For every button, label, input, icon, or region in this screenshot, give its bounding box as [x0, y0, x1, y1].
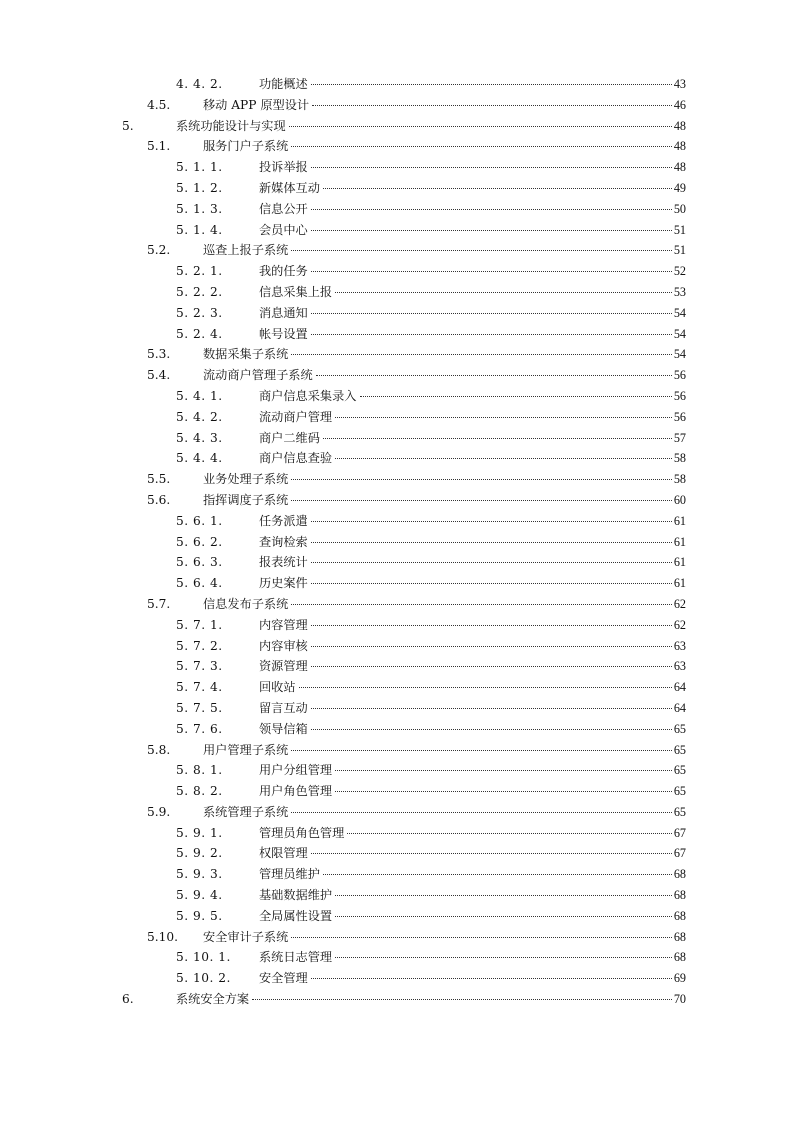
toc-entry-line [259, 511, 686, 532]
toc-dot-leader [311, 209, 672, 210]
toc-dot-leader [311, 334, 672, 335]
toc-entry[interactable] [0, 552, 793, 573]
toc-entry-title: 移动 APP 原型设计 [203, 97, 310, 112]
toc-dot-leader [335, 791, 672, 792]
toc-dot-leader [299, 687, 672, 688]
toc-entry[interactable] [0, 178, 793, 199]
toc-entry-title: 留言互动 [259, 700, 308, 715]
toc-entry-number: 5.2. [147, 243, 171, 258]
toc-entry-page: 64 [673, 700, 686, 715]
toc-entry-page: 61 [673, 555, 686, 570]
toc-entry-page: 65 [673, 721, 686, 736]
toc-entry-page: 65 [673, 784, 686, 799]
toc-dot-leader [252, 999, 672, 1000]
toc-entry-line [259, 864, 686, 885]
toc-entry-title: 系统日志管理 [259, 950, 333, 965]
toc-entry[interactable] [0, 947, 793, 968]
toc-entry-line [259, 781, 686, 802]
toc-entry-line [259, 552, 686, 573]
toc-entry[interactable] [0, 365, 793, 386]
toc-entry-line [176, 116, 686, 137]
toc-entry-line [259, 573, 686, 594]
toc-entry-line [259, 656, 686, 677]
toc-entry-number: 5. 1. 1. [176, 160, 223, 175]
toc-entry-title: 管理员维护 [259, 867, 320, 882]
toc-entry-title: 巡查上报子系统 [203, 243, 289, 258]
toc-dot-leader [311, 853, 672, 854]
toc-entry-page: 57 [673, 430, 686, 445]
toc-entry-line [203, 927, 686, 948]
toc-entry-number: 5. 6. 3. [176, 555, 223, 570]
toc-dot-leader [311, 625, 672, 626]
toc-entry-number: 5. 1. 4. [176, 222, 223, 237]
toc-entry-line [259, 823, 686, 844]
toc-entry-title: 资源管理 [259, 659, 308, 674]
toc-entry[interactable] [0, 386, 793, 407]
toc-entry-line [259, 199, 686, 220]
toc-dot-leader [316, 375, 672, 376]
toc-entry-title: 系统功能设计与实现 [176, 118, 286, 133]
toc-entry-page: 60 [673, 492, 686, 507]
toc-entry[interactable] [0, 324, 793, 345]
toc-dot-leader [291, 750, 672, 751]
toc-entry[interactable] [0, 532, 793, 553]
toc-entry-line [203, 344, 686, 365]
toc-entry-line [259, 282, 686, 303]
toc-entry-line [259, 428, 686, 449]
toc-entry-line [259, 157, 686, 178]
toc-entry-page: 48 [673, 160, 686, 175]
toc-entry-number: 5. 7. 1. [176, 617, 223, 632]
toc-dot-leader [291, 479, 672, 480]
toc-entry-title: 系统管理子系统 [203, 804, 289, 819]
toc-dot-leader [291, 812, 672, 813]
toc-entry[interactable] [0, 843, 793, 864]
toc-entry-line [259, 698, 686, 719]
toc-entry-page: 56 [673, 368, 686, 383]
toc-entry-line [259, 906, 686, 927]
toc-entry-page: 56 [673, 388, 686, 403]
toc-dot-leader [347, 833, 672, 834]
toc-entry-number: 5.1. [147, 139, 171, 154]
toc-dot-leader [311, 230, 672, 231]
toc-entry-line [203, 469, 686, 490]
toc-entry[interactable] [0, 428, 793, 449]
toc-entry-number: 5. 2. 2. [176, 284, 223, 299]
toc-entry-page: 63 [673, 659, 686, 674]
toc-entry-line [259, 532, 686, 553]
toc-entry-page: 68 [673, 888, 686, 903]
toc-entry-number: 5. 8. 2. [176, 784, 223, 799]
toc-entry-title: 历史案件 [259, 576, 308, 591]
toc-entry-page: 68 [673, 867, 686, 882]
toc-entry-title: 业务处理子系统 [203, 472, 289, 487]
toc-entry-line [259, 719, 686, 740]
toc-dot-leader [311, 583, 672, 584]
toc-dot-leader [323, 188, 672, 189]
toc-entry-number: 5. 9. 3. [176, 867, 223, 882]
toc-entry-page: 56 [673, 409, 686, 424]
toc-entry[interactable] [0, 677, 793, 698]
toc-entry-title: 会员中心 [259, 222, 308, 237]
toc-entry-line [259, 636, 686, 657]
toc-entry-number: 6. [122, 992, 134, 1007]
toc-entry-number: 5.8. [147, 742, 171, 757]
toc-entry-page: 68 [673, 908, 686, 923]
toc-entry-line [203, 802, 686, 823]
toc-dot-leader [335, 417, 672, 418]
toc-entry-line [259, 74, 686, 95]
toc-entry[interactable] [0, 95, 793, 116]
toc-entry-line [259, 386, 686, 407]
toc-dot-leader [311, 271, 672, 272]
toc-entry-line [203, 240, 686, 261]
toc-entry[interactable] [0, 885, 793, 906]
toc-entry-title: 回收站 [259, 680, 296, 695]
toc-entry-number: 5.3. [147, 347, 171, 362]
toc-entry-page: 63 [673, 638, 686, 653]
toc-entry-page: 58 [673, 472, 686, 487]
toc-entry[interactable] [0, 740, 793, 761]
toc-entry-page: 46 [673, 97, 686, 112]
toc-entry-line [259, 407, 686, 428]
toc-dot-leader [311, 84, 672, 85]
toc-entry-title: 商户信息采集录入 [259, 388, 357, 403]
toc-entry-line [259, 178, 686, 199]
toc-entry-title: 任务派遣 [259, 513, 308, 528]
toc-entry-line [259, 947, 686, 968]
toc-entry-title: 信息发布子系统 [203, 596, 289, 611]
toc-entry-line [259, 843, 686, 864]
toc-entry-title: 服务门户子系统 [203, 139, 289, 154]
toc-dot-leader [311, 666, 672, 667]
toc-entry-page: 67 [673, 846, 686, 861]
toc-entry[interactable] [0, 615, 793, 636]
toc-entry[interactable] [0, 199, 793, 220]
toc-entry-page: 52 [673, 264, 686, 279]
toc-entry-number: 5.9. [147, 804, 171, 819]
toc-entry[interactable] [0, 823, 793, 844]
toc-entry-title: 安全管理 [259, 971, 308, 986]
toc-entry-line [259, 968, 686, 989]
toc-entry-page: 61 [673, 513, 686, 528]
toc-entry-page: 51 [673, 222, 686, 237]
toc-entry-line [203, 594, 686, 615]
toc-entry-number: 5. [122, 118, 134, 133]
toc-entry-page: 65 [673, 742, 686, 757]
toc-entry-number: 5. 6. 2. [176, 534, 223, 549]
toc-entry-page: 53 [673, 284, 686, 299]
toc-entry-number: 5. 2. 3. [176, 305, 223, 320]
toc-entry[interactable] [0, 511, 793, 532]
toc-entry-number: 5. 4. 1. [176, 388, 223, 403]
toc-entry[interactable] [0, 864, 793, 885]
toc-entry-number: 5. 6. 1. [176, 513, 223, 528]
toc-dot-leader [311, 708, 672, 709]
toc-entry-number: 5.4. [147, 368, 171, 383]
table-of-contents [0, 74, 793, 1010]
toc-entry[interactable] [0, 261, 793, 282]
toc-entry-line [203, 365, 686, 386]
toc-entry-page: 51 [673, 243, 686, 258]
toc-entry-page: 58 [673, 451, 686, 466]
toc-entry[interactable] [0, 698, 793, 719]
toc-entry-title: 查询检索 [259, 534, 308, 549]
toc-dot-leader [311, 542, 672, 543]
toc-dot-leader [311, 313, 672, 314]
toc-entry-page: 65 [673, 804, 686, 819]
toc-entry[interactable] [0, 781, 793, 802]
toc-entry-title: 我的任务 [259, 264, 308, 279]
toc-dot-leader [323, 438, 672, 439]
toc-entry-title: 信息采集上报 [259, 284, 333, 299]
toc-entry-title: 用户角色管理 [259, 784, 333, 799]
toc-entry-title: 领导信箱 [259, 721, 308, 736]
toc-entry-title: 系统安全方案 [176, 992, 250, 1007]
toc-dot-leader [311, 729, 672, 730]
toc-entry-page: 43 [673, 77, 686, 91]
toc-entry-line [259, 220, 686, 241]
toc-entry-title: 流动商户管理子系统 [203, 368, 313, 383]
toc-entry-number: 5.5. [147, 472, 171, 487]
toc-dot-leader [360, 396, 672, 397]
toc-entry-number: 5. 2. 4. [176, 326, 223, 341]
toc-entry-number: 5. 8. 1. [176, 763, 223, 778]
toc-entry-line [203, 740, 686, 761]
toc-entry-number: 4.5. [147, 97, 171, 112]
toc-dot-leader [311, 562, 672, 563]
toc-entry-page: 49 [673, 180, 686, 195]
toc-entry[interactable] [0, 407, 793, 428]
toc-entry-page: 61 [673, 534, 686, 549]
toc-entry-page: 54 [673, 305, 686, 320]
toc-entry-number: 5. 4. 3. [176, 430, 223, 445]
toc-entry[interactable] [0, 469, 793, 490]
toc-entry[interactable] [0, 157, 793, 178]
toc-dot-leader [291, 146, 672, 147]
toc-entry[interactable] [0, 656, 793, 677]
toc-entry-title: 指挥调度子系统 [203, 492, 289, 507]
toc-entry-title: 管理员角色管理 [259, 825, 345, 840]
toc-entry-number: 5. 9. 1. [176, 825, 223, 840]
toc-dot-leader [335, 292, 672, 293]
toc-entry-page: 54 [673, 347, 686, 362]
toc-entry-line [176, 989, 686, 1010]
toc-entry-title: 数据采集子系统 [203, 347, 289, 362]
toc-entry-title: 商户二维码 [259, 430, 320, 445]
toc-entry-line [259, 885, 686, 906]
toc-entry[interactable] [0, 448, 793, 469]
toc-entry-page: 65 [673, 763, 686, 778]
toc-dot-leader [291, 500, 672, 501]
toc-dot-leader [335, 895, 672, 896]
toc-entry-title: 基础数据维护 [259, 888, 333, 903]
toc-entry-line [259, 303, 686, 324]
toc-entry[interactable] [0, 573, 793, 594]
toc-dot-leader [311, 978, 672, 979]
toc-entry[interactable] [0, 74, 793, 95]
toc-entry-number: 5. 7. 2. [176, 638, 223, 653]
toc-entry[interactable] [0, 636, 793, 657]
toc-entry-number: 5. 9. 4. [176, 888, 223, 903]
toc-entry-title: 消息通知 [259, 305, 308, 320]
toc-entry-title: 帐号设置 [259, 326, 308, 341]
toc-dot-leader [335, 770, 672, 771]
toc-dot-leader [311, 167, 672, 168]
toc-dot-leader [291, 604, 672, 605]
toc-entry-page: 48 [673, 139, 686, 154]
toc-entry-title: 信息公开 [259, 201, 308, 216]
toc-entry-line [259, 261, 686, 282]
toc-entry[interactable] [0, 220, 793, 241]
toc-entry-page: 62 [673, 617, 686, 632]
toc-entry-line [259, 760, 686, 781]
toc-entry[interactable] [0, 240, 793, 261]
toc-entry-number: 5. 4. 4. [176, 451, 223, 466]
toc-entry-title: 全局属性设置 [259, 908, 333, 923]
toc-entry-page: 69 [673, 971, 686, 986]
toc-entry-title: 商户信息查验 [259, 451, 333, 466]
toc-entry-number: 5. 7. 4. [176, 680, 223, 695]
toc-entry-number: 5. 1. 2. [176, 180, 223, 195]
toc-entry-title: 流动商户管理 [259, 409, 333, 424]
toc-entry-number: 5. 1. 3. [176, 201, 223, 216]
toc-entry-line [259, 677, 686, 698]
toc-entry[interactable] [0, 989, 793, 1010]
toc-dot-leader [312, 105, 672, 106]
toc-entry-title: 报表统计 [259, 555, 308, 570]
toc-entry-page: 64 [673, 680, 686, 695]
toc-entry-page: 61 [673, 576, 686, 591]
toc-dot-leader [291, 354, 672, 355]
toc-entry-line [259, 324, 686, 345]
toc-entry[interactable] [0, 906, 793, 927]
toc-entry-number: 5. 7. 6. [176, 721, 223, 736]
toc-dot-leader [291, 937, 672, 938]
toc-entry[interactable] [0, 136, 793, 157]
toc-entry-number: 5.10. [147, 929, 179, 944]
toc-dot-leader [291, 250, 672, 251]
toc-entry-page: 62 [673, 596, 686, 611]
toc-entry-title: 内容审核 [259, 638, 308, 653]
toc-entry-number: 5.6. [147, 492, 171, 507]
toc-entry[interactable] [0, 490, 793, 511]
toc-entry-line [203, 136, 686, 157]
toc-entry-number: 5.7. [147, 596, 171, 611]
toc-entry-page: 70 [673, 992, 686, 1007]
toc-entry[interactable] [0, 594, 793, 615]
toc-entry[interactable] [0, 760, 793, 781]
toc-entry-number: 5. 6. 4. [176, 576, 223, 591]
toc-entry[interactable] [0, 116, 793, 137]
toc-entry-line [203, 95, 686, 116]
toc-entry[interactable] [0, 344, 793, 365]
toc-entry[interactable] [0, 719, 793, 740]
toc-entry-number: 5. 7. 5. [176, 700, 223, 715]
toc-entry-title: 功能概述 [259, 77, 308, 91]
toc-entry-title: 用户管理子系统 [203, 742, 289, 757]
toc-entry-number: 5. 10. 2. [176, 971, 231, 986]
toc-dot-leader [335, 957, 672, 958]
toc-entry-line [203, 490, 686, 511]
toc-entry[interactable] [0, 927, 793, 948]
toc-entry-page: 68 [673, 929, 686, 944]
toc-entry[interactable] [0, 303, 793, 324]
toc-entry-title: 新媒体互动 [259, 180, 320, 195]
toc-entry-number: 5. 9. 2. [176, 846, 223, 861]
toc-entry[interactable] [0, 802, 793, 823]
toc-entry-page: 50 [673, 201, 686, 216]
toc-entry[interactable] [0, 282, 793, 303]
toc-entry-number: 5. 10. 1. [176, 950, 231, 965]
toc-entry-title: 安全审计子系统 [203, 929, 289, 944]
toc-entry-number: 5. 4. 2. [176, 409, 223, 424]
toc-entry[interactable] [0, 968, 793, 989]
toc-entry-page: 68 [673, 950, 686, 965]
toc-entry-number: 5. 2. 1. [176, 264, 223, 279]
toc-entry-title: 内容管理 [259, 617, 308, 632]
toc-entry-line [259, 448, 686, 469]
toc-dot-leader [335, 458, 672, 459]
toc-entry-number: 4. 4. 2. [176, 77, 223, 91]
toc-dot-leader [335, 916, 672, 917]
toc-entry-number: 5. 7. 3. [176, 659, 223, 674]
toc-entry-page: 48 [673, 118, 686, 133]
toc-entry-title: 投诉举报 [259, 160, 308, 175]
toc-entry-page: 67 [673, 825, 686, 840]
toc-entry-title: 用户分组管理 [259, 763, 333, 778]
toc-dot-leader [323, 874, 672, 875]
toc-dot-leader [311, 521, 672, 522]
toc-entry-line [259, 615, 686, 636]
toc-entry-number: 5. 9. 5. [176, 908, 223, 923]
toc-dot-leader [311, 646, 672, 647]
toc-dot-leader [289, 126, 672, 127]
toc-entry-title: 权限管理 [259, 846, 308, 861]
toc-entry-page: 54 [673, 326, 686, 341]
